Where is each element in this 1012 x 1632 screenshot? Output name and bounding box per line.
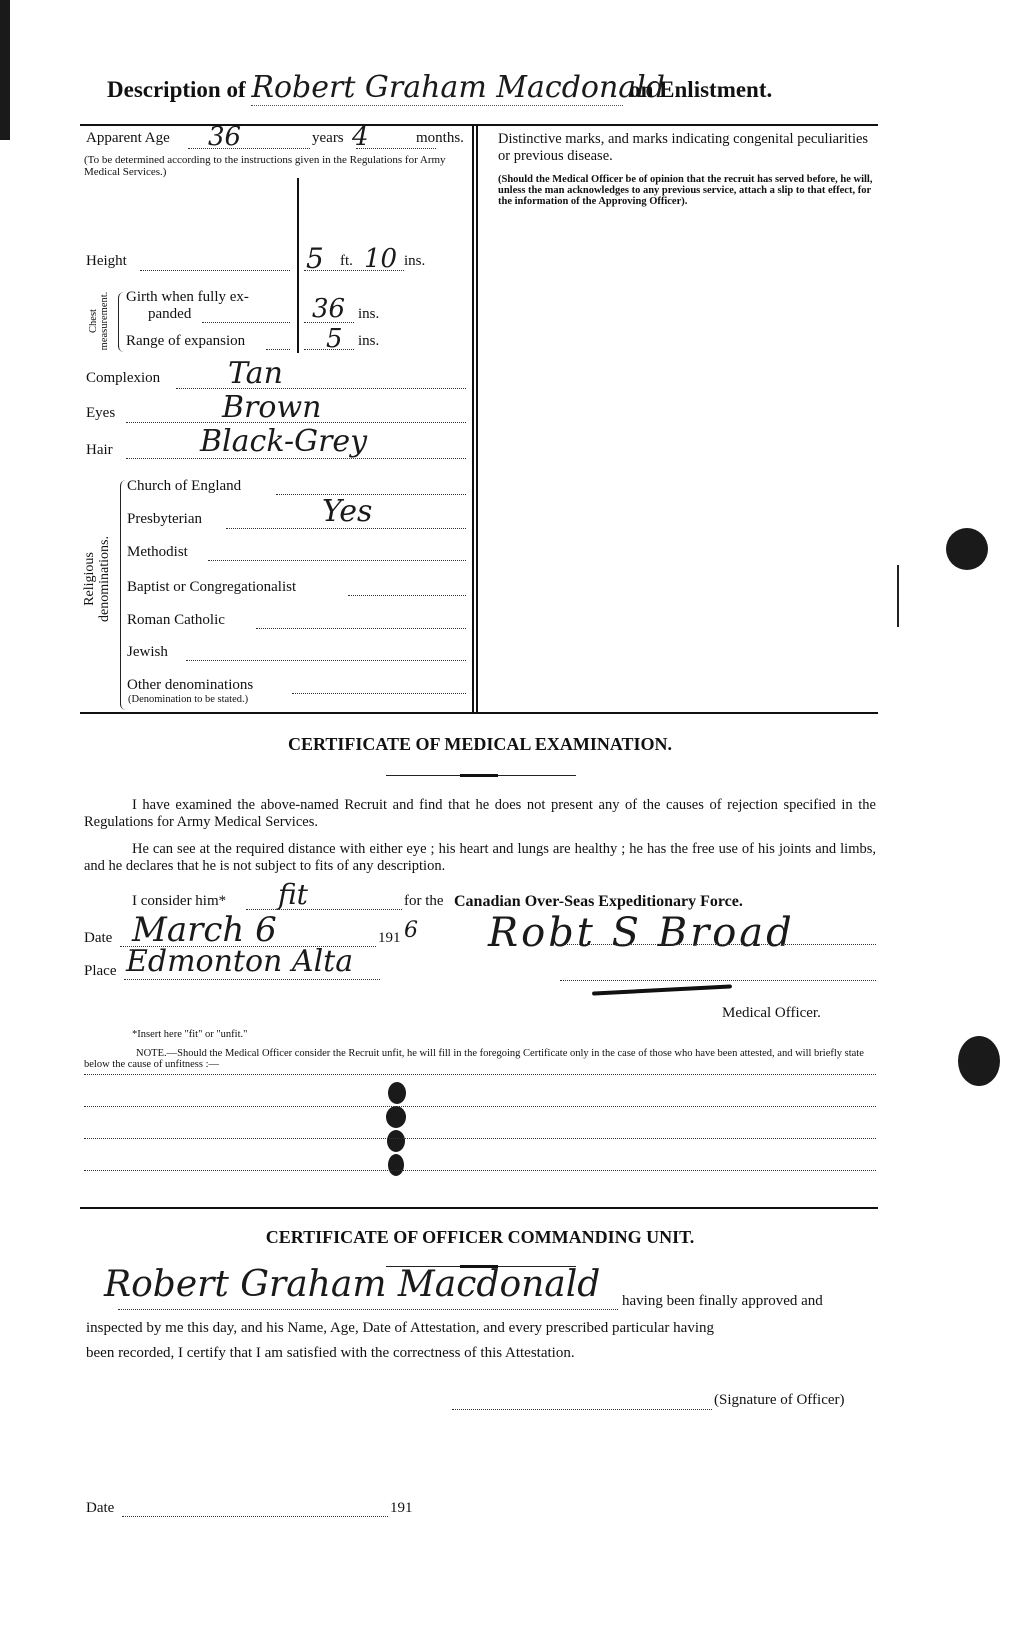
commanding-date-line[interactable] bbox=[122, 1516, 388, 1517]
commanding-year-prefix: 191 bbox=[390, 1500, 413, 1516]
complexion-value: Tan bbox=[228, 356, 283, 391]
medical-para-1: I have examined the above-named Recruit and find that he does not present any of the causes of rejection specified in the Regulations for Army Medical Services. bbox=[84, 797, 876, 830]
commanding-date-label: Date bbox=[86, 1500, 115, 1516]
commanding-recruit-name: Robert Graham Macdonald bbox=[104, 1264, 601, 1305]
apparent-age-label: Apparent Age bbox=[86, 130, 170, 146]
range-unit: ins. bbox=[358, 333, 380, 349]
scan-edge-shadow bbox=[0, 0, 10, 140]
unfitness-line-1[interactable] bbox=[84, 1074, 876, 1075]
religion-item-baptist: Baptist or Congregationalist bbox=[127, 579, 297, 595]
title-prefix: Description of bbox=[107, 77, 246, 102]
ink-blot-column bbox=[386, 1082, 408, 1178]
religion-item-methodist: Methodist bbox=[127, 544, 188, 560]
page-title bbox=[107, 70, 907, 110]
chest-group-label: Chest measurement. bbox=[88, 291, 110, 351]
religion-item-roman-catholic: Roman Catholic bbox=[127, 612, 225, 628]
age-years-value: 36 bbox=[208, 122, 242, 152]
punch-hole-top bbox=[946, 528, 988, 570]
chest-brace bbox=[118, 292, 125, 352]
height-label: Height bbox=[86, 253, 127, 269]
commanding-line1-suffix: having been finally approved and bbox=[622, 1293, 823, 1309]
religion-item-church-of-england: Church of England bbox=[127, 478, 242, 494]
medical-officer-caption: Medical Officer. bbox=[722, 1005, 821, 1021]
months-label: months. bbox=[416, 130, 464, 146]
ft-label: ft. bbox=[340, 253, 353, 269]
unfit-note: NOTE.—Should the Medical Officer consider the Recruit unfit, he will fill in the foregoing Certificate only in the case of those who have been attested, and will briefly state below the cause of unfitness :— bbox=[84, 1048, 864, 1070]
year-prefix: 191 bbox=[378, 930, 401, 946]
recruit-name-handwritten: Robert Graham Macdonald bbox=[251, 70, 665, 105]
medical-certificate-title: CERTIFICATE OF MEDICAL EXAMINATION. bbox=[287, 734, 673, 754]
date-value: March 6 bbox=[132, 910, 277, 950]
girth-unit: ins. bbox=[358, 306, 380, 322]
place-value: Edmonton Alta bbox=[126, 944, 354, 979]
height-ft-value: 5 bbox=[306, 242, 324, 275]
place-label: Place bbox=[84, 963, 117, 979]
scan-mark bbox=[897, 565, 899, 627]
range-label: Range of expansion bbox=[126, 333, 246, 349]
section-rule-1 bbox=[80, 712, 878, 714]
consider-label: I consider him* bbox=[132, 893, 227, 909]
section-rule-2 bbox=[80, 1207, 878, 1209]
eyes-label: Eyes bbox=[86, 405, 116, 421]
religion-brace bbox=[120, 480, 127, 710]
hair-value: Black-Grey bbox=[200, 424, 368, 459]
religion-group-label: Religious denominations. bbox=[82, 536, 112, 622]
punch-hole-bottom bbox=[958, 1036, 1000, 1086]
commanding-line3: been recorded, I certify that I am satisfied with the correctness of this Attestation. bbox=[86, 1345, 575, 1361]
date-label: Date bbox=[84, 930, 113, 946]
ins-label: ins. bbox=[404, 253, 426, 269]
years-label: years bbox=[312, 130, 344, 146]
religion-item-presbyterian: Presbyterian bbox=[127, 511, 202, 527]
girth-label-line1: Girth when fully ex- bbox=[126, 289, 249, 305]
distinctive-marks-heading: Distinctive marks, and marks indicating congenital peculiarities or previous disease. bbox=[498, 131, 869, 164]
age-months-value: 4 bbox=[352, 122, 369, 152]
value-column-divider bbox=[297, 178, 299, 353]
title-ornament-center bbox=[460, 774, 498, 777]
fit-unfit-footnote: *Insert here "fit" or "unfit." bbox=[132, 1029, 248, 1040]
hair-label: Hair bbox=[86, 442, 113, 458]
unfitness-line-2[interactable] bbox=[84, 1106, 876, 1107]
medical-officer-signature: Robt S Broad bbox=[488, 910, 795, 956]
force-prefix: for the bbox=[404, 893, 444, 909]
top-rule bbox=[80, 124, 878, 126]
range-value: 5 bbox=[326, 324, 343, 354]
complexion-label: Complexion bbox=[86, 370, 161, 386]
column-divider-right bbox=[476, 124, 478, 714]
girth-value: 36 bbox=[312, 294, 346, 324]
officer-signature-caption: (Signature of Officer) bbox=[714, 1392, 845, 1408]
consider-value: fit bbox=[278, 878, 308, 911]
officer-signature-line[interactable] bbox=[452, 1409, 712, 1410]
title-suffix: on Enlistment. bbox=[629, 77, 773, 102]
age-instructions-note: (To be determined according to the instructions given in the Regulations for Army Medical Services.) bbox=[84, 154, 446, 178]
presbyterian-value: Yes bbox=[322, 494, 373, 529]
other-denomination-note: (Denomination to be stated.) bbox=[128, 694, 249, 705]
unfitness-line-4[interactable] bbox=[84, 1170, 876, 1171]
religion-item-other: Other denominations bbox=[127, 677, 254, 693]
signature-underline-stroke bbox=[592, 984, 732, 995]
religion-item-jewish: Jewish bbox=[127, 644, 168, 660]
girth-label-line2: panded bbox=[148, 306, 192, 322]
column-divider-left bbox=[472, 124, 474, 714]
distinctive-marks-note: (Should the Medical Officer be of opinion that the recruit has served before, he will, unless the man acknowledges to any previous service, attach a slip to that effect, for the information of the Approving Officer). bbox=[498, 174, 873, 207]
medical-para-2: He can see at the required distance with either eye ; his heart and lungs are healthy ; he has the free use of his joints and limbs, and he declares that he is not subject to fits of any description. bbox=[84, 841, 876, 874]
eyes-value: Brown bbox=[222, 390, 322, 425]
height-ins-value: 10 bbox=[364, 244, 398, 274]
commanding-certificate-title: CERTIFICATE OF OFFICER COMMANDING UNIT. bbox=[265, 1227, 695, 1247]
year-suffix: 6 bbox=[404, 918, 418, 943]
unfitness-line-3[interactable] bbox=[84, 1138, 876, 1139]
force-name: Canadian Over-Seas Expeditionary Force. bbox=[454, 893, 743, 910]
commanding-line2: inspected by me this day, and his Name, Age, Date of Attestation, and every prescribed particular having bbox=[86, 1320, 715, 1336]
